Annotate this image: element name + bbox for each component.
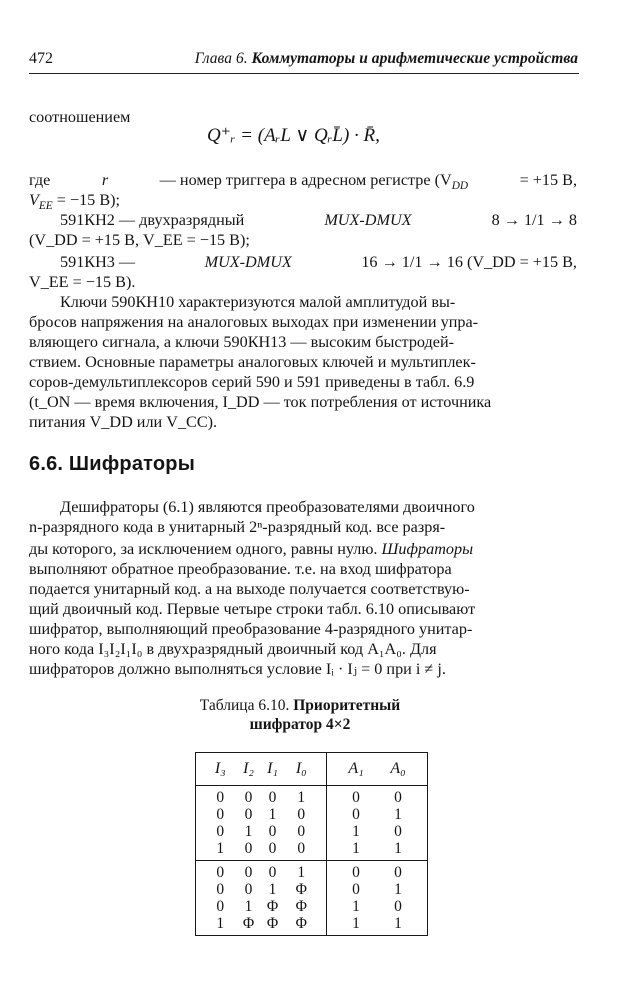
text-line: V_EE = −15 В). xyxy=(29,273,136,291)
table-cell: 1 xyxy=(327,823,377,840)
table-header-row xyxy=(196,753,428,786)
text-line: соров-демультиплексоров серий 590 и 591 приведены в табл. 6.9 xyxy=(29,373,475,391)
table-cell: 1 xyxy=(268,881,277,898)
table-cell: 1 xyxy=(297,789,306,806)
table-cell: 0 xyxy=(327,881,377,898)
table-cell: 1 xyxy=(394,881,402,898)
table-cell: 1 xyxy=(216,915,225,932)
table-cell: 0 xyxy=(297,806,306,823)
table-cell: 1 xyxy=(285,861,327,882)
text-line: ствием. Основные параметры аналоговых ключей и мультиплек- xyxy=(29,353,476,371)
table-cell: 0 xyxy=(377,861,428,882)
table-cell: 0 xyxy=(327,786,377,807)
text-line: Дешифраторы (6.1) являются преобразователями двоичного xyxy=(60,498,475,516)
table-cell: 1 xyxy=(244,823,253,840)
subscript: EE xyxy=(38,200,53,213)
text-line: щий двоичный код. Первые четыре строки табл. 6.10 описывают xyxy=(29,600,476,618)
text-line: n-разрядного кода в унитарный 2ⁿ-разрядный код. все разря- xyxy=(29,518,446,536)
col-header: I₁ xyxy=(261,753,285,786)
table-cell: Φ xyxy=(266,915,279,932)
table-cell: 0 xyxy=(268,823,277,840)
table-cell: Φ xyxy=(295,881,307,898)
table-cell: 0 xyxy=(297,823,306,840)
text-line xyxy=(29,170,577,193)
text-line: шифраторов должно выполняться условие Iᵢ · Iⱼ = 0 при i ≠ j. xyxy=(29,660,446,678)
chapter-label: Глава 6. xyxy=(194,50,248,67)
table-cell: Φ xyxy=(266,898,279,915)
phrase-text: 8 → 1/1 → 8 xyxy=(491,211,577,229)
page-number: 472 xyxy=(29,50,53,67)
section-heading: 6.6. Шифраторы xyxy=(29,453,195,475)
table-cell: 0 xyxy=(216,898,225,915)
table-cell: 0 xyxy=(261,861,285,882)
table-cell: 0 xyxy=(216,789,225,806)
table-row xyxy=(196,840,428,861)
col-header: A₁ xyxy=(327,753,377,786)
phrase-text: = −15 В); xyxy=(56,191,121,209)
term: Шифраторы xyxy=(381,540,474,558)
text-line xyxy=(29,190,121,213)
running-title xyxy=(195,50,578,68)
table-cell: 0 xyxy=(327,861,377,882)
phrase-text: ды которого, за исключением одного, равны нулю. xyxy=(29,540,378,558)
text-line: шифратор, выполняющий преобразование 4-разрядного унитар- xyxy=(29,620,473,638)
col-header: I₂ xyxy=(237,753,261,786)
table-row xyxy=(196,823,428,840)
table-cell: 1 xyxy=(244,898,253,915)
table-cell: Φ xyxy=(295,898,307,915)
chapter-title: Коммутаторы и арифметические устройства xyxy=(251,50,578,67)
col-header: I₀ xyxy=(285,753,327,786)
table-cell: 1 xyxy=(327,898,377,915)
phrase-text: MUX-DMUX xyxy=(204,253,292,271)
word: r xyxy=(101,171,109,189)
text-line: соотношением xyxy=(29,108,131,126)
phrase-text: 591КН3 — xyxy=(60,253,136,271)
table-cell: 1 xyxy=(327,915,377,936)
table-cell: 0 xyxy=(244,789,253,806)
table-row xyxy=(196,881,428,898)
text-line: питания V_DD или V_CC). xyxy=(29,413,218,431)
table-cell: 0 xyxy=(394,789,402,806)
caption-title: шифратор 4×2 xyxy=(249,716,351,733)
table-cell: 0 xyxy=(244,806,253,823)
table-cell: 1 xyxy=(394,840,402,857)
text-line: (V_DD = +15 В, V_EE = −15 В); xyxy=(29,231,250,249)
table-cell: Φ xyxy=(295,915,307,932)
table-cell: 0 xyxy=(196,861,237,882)
text-line xyxy=(60,252,577,272)
table-cell: 0 xyxy=(394,898,402,915)
table-row xyxy=(196,861,428,882)
caption-title: Приоритетный xyxy=(293,697,401,714)
subscript: DD xyxy=(451,180,469,193)
col-header: I₃ xyxy=(196,753,237,786)
phrase-text: 16 → 1/1 → 16 (V_DD = +15 В, xyxy=(361,253,577,271)
table-cell: 1 xyxy=(268,806,277,823)
phrase xyxy=(159,170,469,193)
formula: Q⁺ᵣ = (AᵣL ∨ QᵣL̄) · R̄, xyxy=(207,125,380,146)
table-cell: 0 xyxy=(394,823,402,840)
phrase-text: — номер триггера в адресном регистре (V xyxy=(159,171,452,189)
text-line xyxy=(29,539,473,559)
text-line: Ключи 590КН10 характеризуются малой амплитудой вы- xyxy=(60,293,456,311)
text-line: бросов напряжения на аналоговых выходах при изменении упра- xyxy=(29,313,479,331)
table-cell: 1 xyxy=(216,840,225,857)
table-cell: 0 xyxy=(216,881,225,898)
text-line: выполняют обратное преобразование. т.е. на вход шифратора xyxy=(29,560,452,578)
table-row xyxy=(196,915,428,936)
table-cell: Φ xyxy=(242,915,255,932)
table-cell: 0 xyxy=(244,881,253,898)
table-cell: 0 xyxy=(244,840,253,857)
text-line: ного кода I₃I₂I₁I₀ в двухразрядный двоичный код A₁A₀. Для xyxy=(29,640,437,658)
text-line: (t_ON — время включения, I_DD — ток потребления от источника xyxy=(29,393,492,411)
symbol: V xyxy=(29,191,39,209)
word: где xyxy=(29,171,51,189)
text-line xyxy=(60,210,577,230)
table-cell: 1 xyxy=(394,915,402,932)
truth-table xyxy=(195,752,428,936)
col-header: A₀ xyxy=(377,753,428,786)
table-cell: 0 xyxy=(268,840,277,857)
page-header xyxy=(29,47,579,74)
caption-prefix: Таблица 6.10. xyxy=(199,697,290,714)
phrase-text: 591КН2 — двухразрядный xyxy=(60,211,245,229)
table-cell: 0 xyxy=(297,840,306,857)
word: = +15 В, xyxy=(519,171,577,189)
table-row xyxy=(196,898,428,915)
table-cell: 0 xyxy=(216,823,225,840)
text-line: вляющего сигнала, а ключи 590КН13 — высоким быстродей- xyxy=(29,333,455,351)
table-row xyxy=(196,786,428,807)
table-cell: 0 xyxy=(237,861,261,882)
table-row xyxy=(196,806,428,823)
table-cell: 1 xyxy=(327,840,377,861)
table-cell: 0 xyxy=(327,806,377,823)
table-cell: 0 xyxy=(216,806,225,823)
table-cell: 1 xyxy=(394,806,402,823)
table-cell: 0 xyxy=(268,789,277,806)
table-caption xyxy=(150,696,450,734)
text-line: подается унитарный код. а на выходе получается соответствую- xyxy=(29,580,470,598)
phrase-text: MUX-DMUX xyxy=(324,211,412,229)
